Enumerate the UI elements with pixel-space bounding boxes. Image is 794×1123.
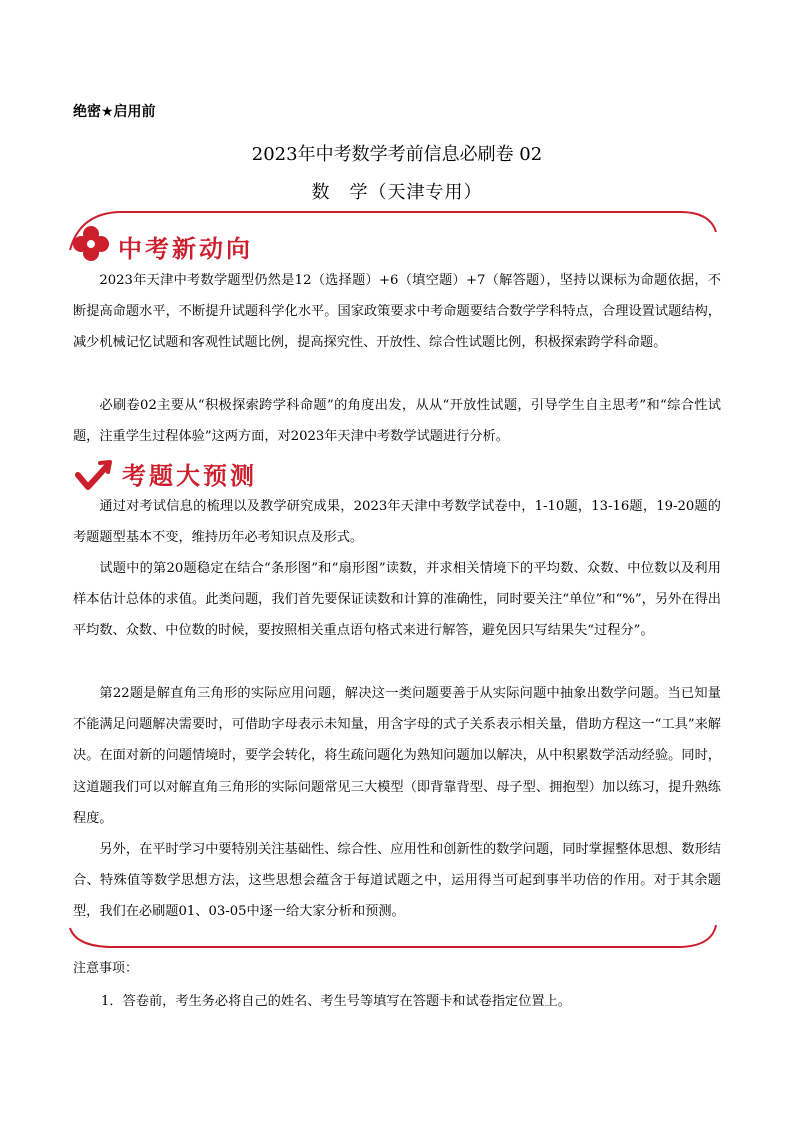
clover-icon	[73, 226, 109, 261]
paragraph: 试题中的第20题稳定在结合“条形图”和“扇形图”读数，并求相关情境下的平均数、众数、中位数以及利用样本估计总体的求值。此类问题，我们首先要保证读数和计算的准确性，同时要关注“单位”和“%”，另外在得出平均数、众数、中位数的时候，要按照相关重点语句格式来进行解答，避免因只写结果失“过程分”。	[73, 561, 721, 639]
section-heading-prediction: 考题大预测	[122, 462, 257, 490]
confidential-label: 绝密★启用前	[73, 104, 156, 120]
bottom-arc-divider	[70, 925, 716, 947]
section-heading-trends: 中考新动向	[118, 235, 253, 263]
paragraph: 第22题是解直角三角形的实际应用问题，解决这一类问题要善于从实际问题中抽象出数学问题。当已知量不能满足问题解决需要时，可借助字母表示未知量，用含字母的式子关系表示相关量，借助方程这一“工具”来解决。在面对新的问题情境时，要学会转化，将生疏问题化为熟知问题加以解决，从中积累数学活动经验。同时，这道题我们可以对解直角三角形的实际问题常见三大模型（即背靠背型、母子型、拥抱型）加以练习，提升熟练程度。	[73, 686, 721, 826]
paragraph: 必刷卷02主要从“积极探索跨学科命题”的角度出发，从从“开放性试题，引导学生自主思考”和“综合性试题，注重学生过程体验”这两方面，对2023年天津中考数学试题进行分析。	[73, 398, 721, 445]
notes-title: 注意事项：	[73, 961, 139, 976]
paragraph: 另外，在平时学习中要特别关注基础性、综合性、应用性和创新性的数学问题，同时掌握整体思想、数形结合、特殊值等数学思想方法，这些思想会蕴含于每道试题之中，运用得当可起到事半功倍的作用。对于其余题型，我们在必刷题01、03-05中逐一给大家分析和预测。	[73, 842, 721, 920]
arrow-trend-icon	[78, 462, 110, 487]
paragraph: 2023年天津中考数学题型仍然是12（选择题）+6（填空题）+7（解答题），坚持以课标为命题依据，不断提高命题水平，不断提升试题科学化水平。国家政策要求中考命题要结合数学学科特点，合理设置试题结构，减少机械记忆试题和客观性试题比例，提高探究性、开放性、综合性试题比例，积极探索跨学科命题。	[73, 273, 721, 351]
page-title: 2023年中考数学考前信息必刷卷 02	[251, 144, 543, 165]
page-subtitle: 数 学（天津专用）	[311, 182, 483, 203]
note-item: 1．答卷前，考生务必将自己的姓名、考生号等填写在答题卡和试卷指定位置上。	[101, 994, 571, 1009]
paragraph: 通过对考试信息的梳理以及教学研究成果，2023年天津中考数学试卷中，1-10题，13-16题，19-20题的考题题型基本不变，维持历年必考知识点及形式。	[73, 499, 721, 546]
